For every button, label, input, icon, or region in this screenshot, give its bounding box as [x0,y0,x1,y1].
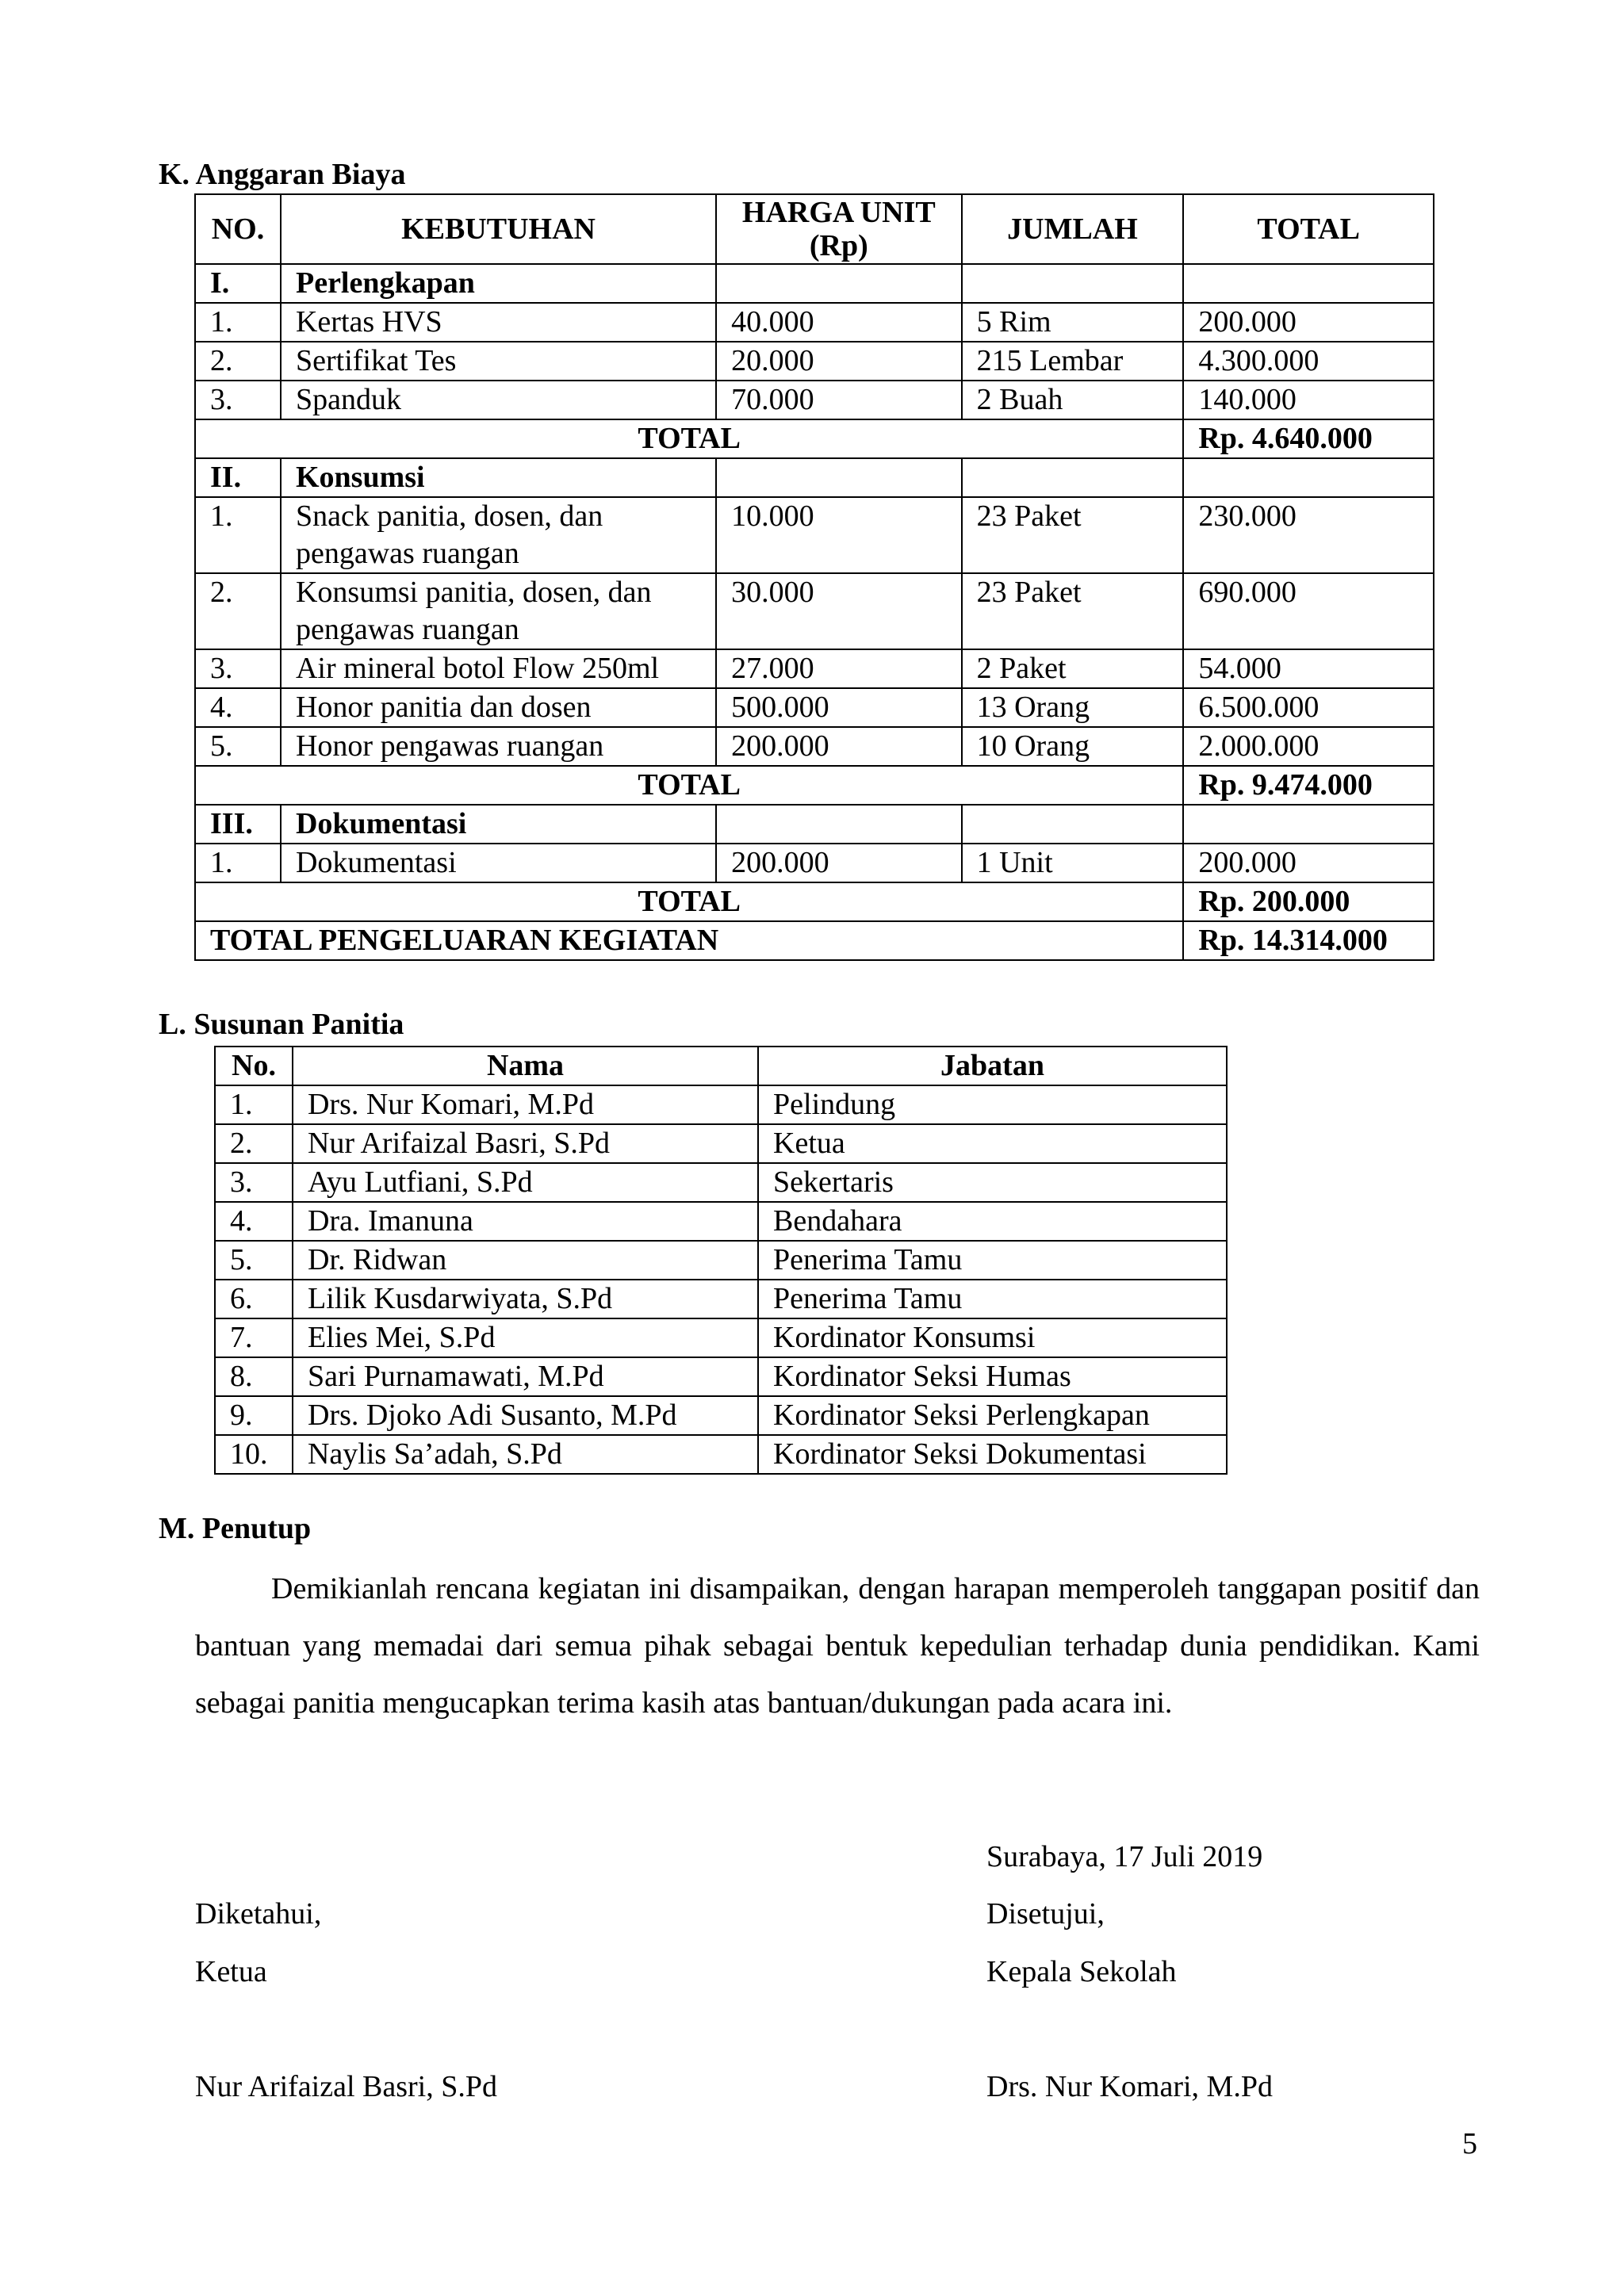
empty-cell [1183,805,1434,844]
item-total: 230.000 [1183,497,1434,573]
group-total-row [195,882,1434,921]
committee-number: 8. [215,1357,293,1396]
committee-role: Ketua [758,1124,1227,1163]
left-signature-role: Ketua [195,1955,267,1988]
group-number: III. [195,805,281,844]
item-name: Kertas HVS [281,303,716,342]
item-quantity: 23 Paket [962,573,1184,649]
item-quantity: 2 Buah [962,381,1184,419]
item-name: Honor pengawas ruangan [281,727,716,766]
budget-item-row [195,381,1434,419]
item-total: 200.000 [1183,303,1434,342]
group-header-row [195,264,1434,303]
committee-number: 1. [215,1085,293,1124]
budget-item-row [195,342,1434,381]
left-signature-name: Nur Arifaizal Basri, S.Pd [195,2070,498,2103]
item-number: 1. [195,844,281,882]
committee-number: 5. [215,1241,293,1280]
committee-role: Pelindung [758,1085,1227,1124]
group-total-label: TOTAL [195,766,1183,805]
item-name: Air mineral botol Flow 250ml [281,649,716,688]
committee-role: Sekertaris [758,1163,1227,1202]
budget-item-row [195,727,1434,766]
item-price: 27.000 [716,649,962,688]
right-signature-name: Drs. Nur Komari, M.Pd [986,2070,1273,2103]
budget-header-row [195,194,1434,264]
committee-name: Ayu Lutfiani, S.Pd [293,1163,758,1202]
committee-row [215,1357,1227,1396]
item-quantity: 2 Paket [962,649,1184,688]
committee-row [215,1280,1227,1318]
item-quantity: 10 Orang [962,727,1184,766]
section-l-title: L. Susunan Panitia [159,1008,404,1041]
item-price: 200.000 [716,844,962,882]
committee-role: Kordinator Konsumsi [758,1318,1227,1357]
right-signature-label: Disetujui, [986,1897,1105,1931]
committee-role: Bendahara [758,1202,1227,1241]
committee-table [214,1046,1228,1475]
committee-row [215,1202,1227,1241]
group-name: Perlengkapan [281,264,716,303]
left-signature-label: Diketahui, [195,1897,322,1931]
item-name: Honor panitia dan dosen [281,688,716,727]
closing-paragraph: Demikianlah rencana kegiatan ini disampaikan, dengan harapan memperoleh tanggapan positif dan bantuan yang memadai dari semua pihak sebagai bentuk kepedulian terhadap dunia pendidikan. Kami sebagai panitia mengucapkan terima kasih atas bantuan/dukungan pada acara ini. [195,1572,1480,1720]
item-price: 70.000 [716,381,962,419]
committee-number: 3. [215,1163,293,1202]
page-number: 5 [1462,2127,1477,2160]
item-total: 2.000.000 [1183,727,1434,766]
committee-name: Dr. Ridwan [293,1241,758,1280]
item-name: Snack panitia, dosen, dan pengawas ruangan [281,497,716,573]
item-price: 200.000 [716,727,962,766]
committee-number: 4. [215,1202,293,1241]
item-number: 1. [195,497,281,573]
committee-name: Drs. Djoko Adi Susanto, M.Pd [293,1396,758,1435]
item-name: Konsumsi panitia, dosen, dan pengawas ruangan [281,573,716,649]
committee-name: Dra. Imanuna [293,1202,758,1241]
header-nama: Nama [293,1047,758,1085]
item-number: 5. [195,727,281,766]
item-name: Sertifikat Tes [281,342,716,381]
item-total: 140.000 [1183,381,1434,419]
item-price: 30.000 [716,573,962,649]
group-total-label: TOTAL [195,882,1183,921]
group-total-label: TOTAL [195,419,1183,458]
item-price: 10.000 [716,497,962,573]
committee-role: Kordinator Seksi Dokumentasi [758,1435,1227,1474]
empty-cell [1183,458,1434,497]
budget-body [195,264,1434,960]
empty-cell [716,805,962,844]
committee-role: Penerima Tamu [758,1241,1227,1280]
section-m-title: M. Penutup [159,1512,312,1545]
item-number: 4. [195,688,281,727]
item-total: 4.300.000 [1183,342,1434,381]
committee-number: 2. [215,1124,293,1163]
budget-item-row [195,688,1434,727]
group-number: II. [195,458,281,497]
header-harga-unit: HARGA UNIT (Rp) [716,194,962,264]
empty-cell [1183,264,1434,303]
committee-row [215,1085,1227,1124]
item-total: 6.500.000 [1183,688,1434,727]
committee-name: Sari Purnamawati, M.Pd [293,1357,758,1396]
item-number: 2. [195,573,281,649]
section-k-title: K. Anggaran Biaya [159,158,406,191]
item-price: 20.000 [716,342,962,381]
header-no: No. [215,1047,293,1085]
item-number: 1. [195,303,281,342]
group-total-value: Rp. 4.640.000 [1183,419,1434,458]
committee-number: 10. [215,1435,293,1474]
right-signature-role: Kepala Sekolah [986,1955,1177,1988]
group-header-row [195,805,1434,844]
budget-item-row [195,497,1434,573]
committee-number: 9. [215,1396,293,1435]
committee-role: Kordinator Seksi Perlengkapan [758,1396,1227,1435]
group-name: Konsumsi [281,458,716,497]
empty-cell [716,264,962,303]
budget-item-row [195,303,1434,342]
empty-cell [716,458,962,497]
grand-total-row [195,921,1434,960]
empty-cell [962,805,1184,844]
item-quantity: 5 Rim [962,303,1184,342]
grand-total-value: Rp. 14.314.000 [1183,921,1434,960]
committee-row [215,1318,1227,1357]
committee-body [215,1085,1227,1474]
group-header-row [195,458,1434,497]
item-price: 40.000 [716,303,962,342]
item-name: Spanduk [281,381,716,419]
committee-row [215,1163,1227,1202]
committee-row [215,1124,1227,1163]
empty-cell [962,264,1184,303]
item-total: 54.000 [1183,649,1434,688]
group-total-value: Rp. 200.000 [1183,882,1434,921]
committee-name: Naylis Sa’adah, S.Pd [293,1435,758,1474]
item-total: 690.000 [1183,573,1434,649]
committee-name: Drs. Nur Komari, M.Pd [293,1085,758,1124]
item-quantity: 215 Lembar [962,342,1184,381]
committee-number: 7. [215,1318,293,1357]
committee-name: Nur Arifaizal Basri, S.Pd [293,1124,758,1163]
committee-role: Penerima Tamu [758,1280,1227,1318]
committee-row [215,1396,1227,1435]
item-number: 3. [195,649,281,688]
header-jabatan: Jabatan [758,1047,1227,1085]
header-total: TOTAL [1183,194,1434,264]
empty-cell [962,458,1184,497]
item-number: 3. [195,381,281,419]
budget-item-row [195,573,1434,649]
budget-item-row [195,844,1434,882]
group-name: Dokumentasi [281,805,716,844]
committee-number: 6. [215,1280,293,1318]
group-total-row [195,766,1434,805]
item-quantity: 1 Unit [962,844,1184,882]
header-kebutuhan: KEBUTUHAN [281,194,716,264]
group-total-row [195,419,1434,458]
committee-row [215,1435,1227,1474]
budget-table [194,193,1434,961]
group-number: I. [195,264,281,303]
group-total-value: Rp. 9.474.000 [1183,766,1434,805]
committee-row [215,1241,1227,1280]
item-total: 200.000 [1183,844,1434,882]
header-jumlah: JUMLAH [962,194,1184,264]
item-name: Dokumentasi [281,844,716,882]
committee-role: Kordinator Seksi Humas [758,1357,1227,1396]
committee-name: Elies Mei, S.Pd [293,1318,758,1357]
item-quantity: 13 Orang [962,688,1184,727]
budget-item-row [195,649,1434,688]
place-date: Surabaya, 17 Juli 2019 [986,1840,1263,1873]
committee-header-row [215,1047,1227,1085]
item-number: 2. [195,342,281,381]
header-no: NO. [195,194,281,264]
grand-total-label: TOTAL PENGELUARAN KEGIATAN [195,921,1183,960]
item-price: 500.000 [716,688,962,727]
item-quantity: 23 Paket [962,497,1184,573]
committee-name: Lilik Kusdarwiyata, S.Pd [293,1280,758,1318]
